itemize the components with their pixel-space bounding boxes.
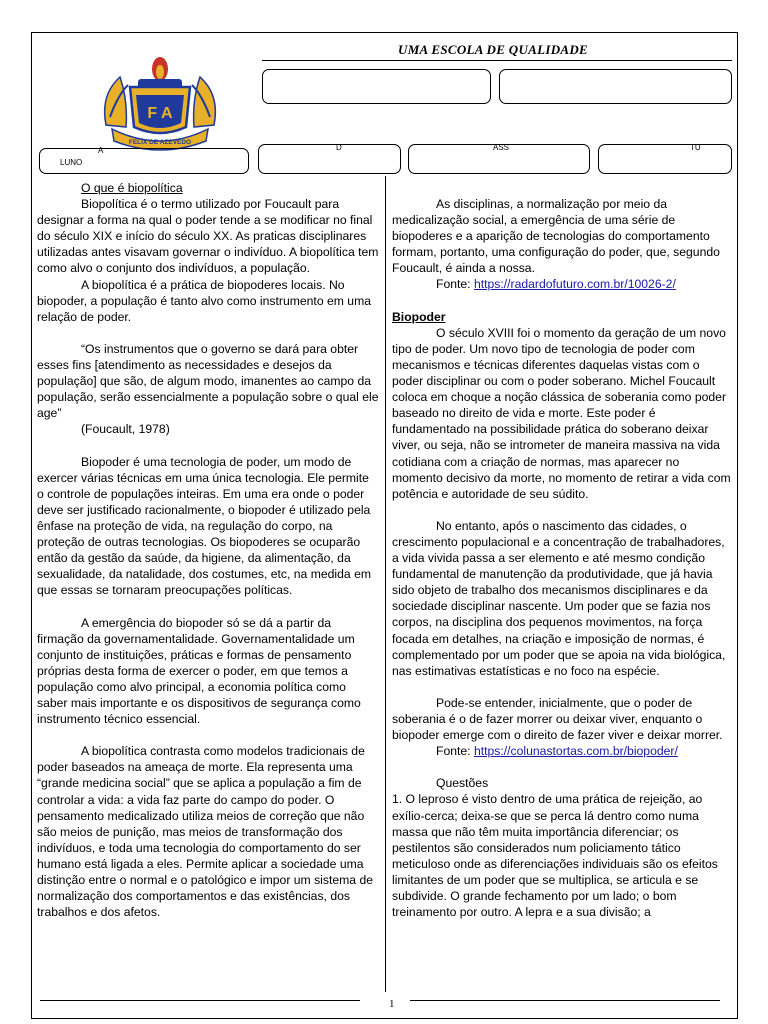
left-title: O que é biopolítica — [81, 181, 183, 195]
column-divider — [385, 176, 386, 992]
right-paragraph-3: No entanto, após o nascimento das cidades, o crescimento populacional e a concentração de trabalhadores, a vida vivida passa a ser elemento e até mesmo condição fundamental de manutenção da produtividade, que já havia sido objeto de trabalho dos mecanismos disciplinares e da sociedade disciplinar nascente. Um poder que se fazia nos corpos, na disciplina dos pequenos movimentos, na força focada em detalhes, na criação e imposição de normas, é complementado por um poder que se apoia na vida biológica, nas estimativas estatísticas e no foco na espécie. — [392, 518, 726, 678]
left-paragraph-1: Biopolítica é o termo utilizado por Foucault para designar a forma na qual o poder tende a se modificar no final do século XIX e início do século XX. As praticas disciplinares utilizadas antes visavam governar o indivíduo. A biopolítica tem como alvo o conjunto dos indivíduos, a população. — [37, 197, 379, 276]
left-column — [37, 180, 379, 920]
aluno-label: A — [98, 146, 104, 155]
source-2-link[interactable]: https://colunastortas.com.br/biopoder/ — [473, 744, 678, 759]
right-paragraph-2: O século XVIII foi o momento da geração de um novo tipo de poder. Um novo tipo de tecnologia de poder com mecanismos e técnicas diferentes daquelas vistas com o poder disciplinar ou com o poder soberano. Michel Foucault coloca em choque a noção clássica de soberania como poder baseado no direito de vida e morte. Este poder é fundamentado na possibilidade prática do soberano deixar viver, ou seja, não se intrometer de maneira massiva na vida cotidiana com a criação de normas, mas aparecer no momento decisivo da morte, no momento de retirar a vida com potência e autoridade de seu súdito. — [392, 325, 731, 501]
left-paragraph-4: A emergência do biopoder só se dá a partir da firmação da governamentalidade. Governamentalidade um conjunto de instituições, práticas e formas de pensamento próprias desta forma de exercer o poder, em que temos a população como alvo principal, a economia política como saber mais importante e os dispositivos de segurança como instrumento técnico essencial. — [37, 615, 361, 727]
question-1: 1. O leproso é visto dentro de uma prática de rejeição, ao exílio-cerca; deixa-se que se perca lá dentro como numa massa que não têm muita importância diferenciar; os pestilentos são considerados num policiamento tático meticuloso onde as diferenciações individuais são os efeitos limitantes de um poder que se multiplica, se articula e se subdivide. O grande fechamento por um lado; o bom treinamento por outro. A lepra e a sua divisão; a — [392, 792, 718, 920]
assinatura-label: ASS — [493, 143, 510, 152]
questions-title: Questões — [436, 776, 489, 791]
left-paragraph-2: A biopolítica é a prática de biopoderes locais. No biopoder, a população é tanto alvo como instrumento em uma relação de poder. — [37, 277, 372, 324]
name-box[interactable] — [262, 69, 491, 104]
right-paragraph-1: As disciplinas, a normalização por meio da medicalização social, a emergência de uma série de biopoderes e a aparição de tecnologias do comportamento formam, portanto, uma configuração do poder, que, segundo Foucault, é ainda a nossa. — [392, 197, 720, 276]
aluno-label-2: LUNO — [60, 158, 83, 167]
left-paragraph-3: Biopoder é uma tecnologia de poder, um modo de exercer várias técnicas em uma única tecnologia. Ele permite o controle de populações inteiras. Em uma era onde o poder deve ser justificado racionalmente, o biopoder é utilizado pela ênfase na proteção de vida, na regulação do corpo, na proteção de outras tecnologias. Os biopoderes se ocuparão então da gestão da saúde, da higiene, da alimentação, da sexualidade, da natalidade, dos costumes, etc, na medida em que essas se tornaram preocupações políticas. — [37, 454, 372, 598]
source-2: Fonte: https://colunastortas.com.br/biopoder/ — [436, 744, 678, 759]
footer-rule-left — [40, 1000, 360, 1001]
logo-initials: F A — [147, 105, 173, 122]
left-paragraph-5: A biopolítica contrasta como modelos tradicionais de poder baseados na ameaça de morte. Ela representa uma “grande medicina social” que se aplica a população a fim de controlar a vida: a vida faz parte do campo do poder. O pensamento medicalizado utiliza meios de correção que não são meios de punição, mas meios de transformação dos indivíduos, e toda uma tecnologia do comportamento do ser humano está ligada a eles. Permite aplicar a sociedade uma distinção entre o normal e o patológico e impor um sistema de normalização dos comportamentos e das existências, dos trabalhos e dos afetos. — [37, 744, 374, 920]
turma-box[interactable] — [598, 144, 732, 174]
school-logo — [98, 55, 222, 155]
quote-source: (Foucault, 1978) — [81, 422, 170, 437]
logo-motto: FELIX DE AZEVEDO — [128, 139, 192, 146]
data-label: D — [336, 143, 342, 152]
source-1-link[interactable]: https://radardofuturo.com.br/10026-2/ — [473, 277, 676, 292]
footer-rule-right — [410, 1000, 720, 1001]
right-column — [392, 196, 732, 920]
biopoder-heading: Biopoder — [392, 309, 446, 324]
turma-label: TU — [690, 143, 701, 152]
foucault-quote: “Os instrumentos que o governo se dará para obter esses fins [atendimento as necessidades e desejos da população] que são, de algum modo, imanentes ao campo da população, serão essencialmente a população sobre o qual ele age” — [37, 341, 379, 421]
school-name: UMA ESCOLA DE QUALIDADE — [398, 42, 589, 57]
data-box[interactable] — [258, 144, 401, 174]
page-number: 1 — [389, 998, 395, 1010]
header-rule — [262, 60, 732, 61]
grade-box[interactable] — [499, 69, 732, 104]
source-1: Fonte: https://radardofuturo.com.br/10026-2/ — [436, 277, 676, 292]
right-paragraph-4: Pode-se entender, inicialmente, que o poder de soberania é o de fazer morrer ou deixar viver, enquanto o biopoder emerge com o direito de fazer viver e deixar morrer. — [392, 695, 723, 743]
